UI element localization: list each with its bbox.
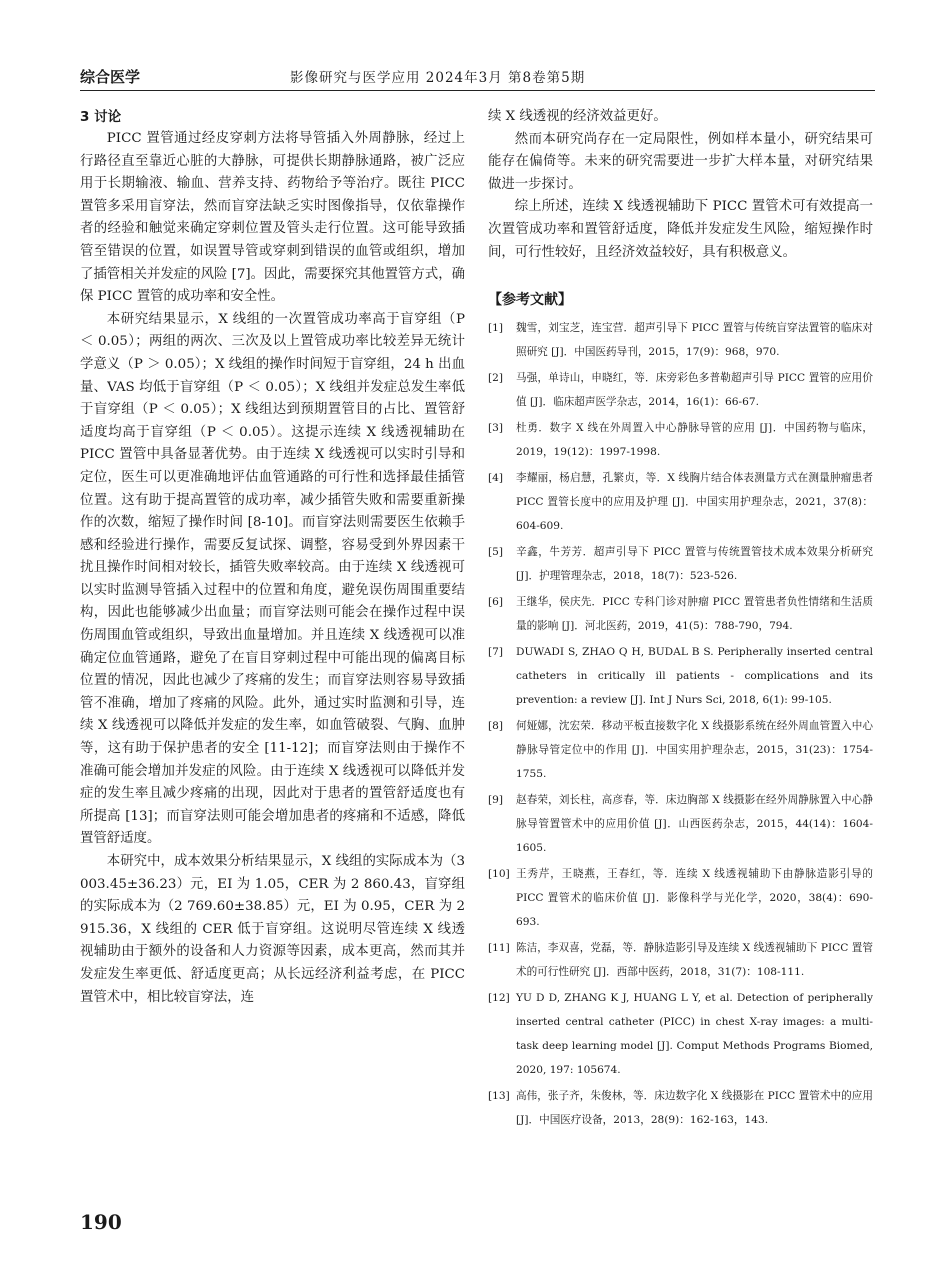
reference-number: [2] bbox=[488, 372, 504, 385]
reference-text: 魏雪，刘宝芝，连宝营．超声引导下 PICC 置管与传统盲穿法置管的临床对照研究 [J]．中国医药导刊，2015，17(9)：968，970. bbox=[516, 322, 873, 359]
reference-item bbox=[488, 936, 873, 984]
reference-text: 陈洁，李双喜，党磊，等．静脉造影引导及连续 X 线透视辅助下 PICC 置管术的可行性研究 [J]．西部中医药，2018，31(7)：108-111. bbox=[516, 942, 873, 979]
reference-text: 杜勇．数字 X 线在外周置入中心静脉导管的应用 [J]．中国药物与临床，2019，19(12)：1997-1998. bbox=[516, 422, 873, 459]
reference-item bbox=[488, 366, 873, 414]
reference-text: DUWADI S, ZHAO Q H, BUDAL B S. Peripherally inserted central catheters in critically ill patients - complications and its prevention: a review [J]. Int J Nurs Sci, 2018, 6(1): 99-105. bbox=[516, 646, 873, 707]
paragraph-continuation: 续 X 线透视的经济效益更好。 bbox=[488, 109, 667, 124]
left-column bbox=[80, 106, 465, 1009]
paragraph: 然而本研究尚存在一定局限性，例如样本量小，研究结果可能存在偏倚等。未来的研究需要进一步扩大样本量，对研究结果做进一步探讨。 bbox=[488, 131, 873, 192]
reference-number: [7] bbox=[488, 646, 504, 659]
reference-text: 何娅娜，沈宏荣．移动平板直接数字化 X 线摄影系统在经外周血管置入中心静脉导管定位中的作用 [J]．中国实用护理杂志，2015，31(23)：1754-1755. bbox=[516, 720, 873, 781]
reference-item bbox=[488, 640, 873, 712]
reference-text: 王继华，侯庆先．PICC 专科门诊对肿瘤 PICC 置管患者负性情绪和生活质量的影响 [J]．河北医药，2019，41(5)：788-790，794. bbox=[516, 596, 873, 633]
reference-number: [4] bbox=[488, 472, 504, 485]
reference-item bbox=[488, 466, 873, 538]
reference-item bbox=[488, 862, 873, 934]
right-column bbox=[488, 106, 873, 1134]
references-heading: 【参考文献】 bbox=[488, 292, 572, 309]
reference-number: [9] bbox=[488, 794, 504, 807]
reference-text: 王秀芹，王晓燕，王春红，等．连续 X 线透视辅助下由静脉造影引导的 PICC 置管术的临床价值 [J]．影像科学与光化学，2020，38(4)：690-693. bbox=[516, 868, 873, 929]
section-label: 综合医学 bbox=[80, 68, 141, 86]
reference-number: [12] bbox=[488, 992, 510, 1005]
paragraph: 本研究中，成本效果分析结果显示，X 线组的实际成本为（3 003.45±36.23）元，EI 为 1.05，CER 为 2 860.43，盲穿组的实际成本为（2 769.60±38.85）元，EI 为 0.95，CER 为 2 915.36，X 线组的 CER 低于盲穿组。这说明尽管连续 X 线透视辅助由于额外的设备和人力资源等因素，成本更高，然而其并发症发生率更低、舒适度更高；从长远经济利益考虑，在 PICC 置管术中，相比较盲穿法，连 bbox=[80, 854, 465, 1005]
reference-item bbox=[488, 986, 873, 1082]
reference-number: [11] bbox=[488, 942, 510, 955]
reference-text: 李耀丽，杨启慧，孔繁贞，等．X 线胸片结合体表测量方式在测量肿瘤患者 PICC 置管长度中的应用及护理 [J]．中国实用护理杂志，2021，37(8)：604-609. bbox=[516, 472, 873, 533]
running-header bbox=[80, 64, 875, 91]
reference-text: 马强，单诗山，申晓红，等．床旁彩色多普勒超声引导 PICC 置管的应用价值 [J]．临床超声医学杂志，2014，16(1)：66-67. bbox=[516, 372, 873, 409]
page-number: 190 bbox=[80, 1210, 122, 1234]
journal-info: 影像研究与医学应用 2024年3月 第8卷第5期 bbox=[290, 70, 586, 86]
reference-number: [1] bbox=[488, 322, 504, 335]
reference-text: 高伟，张子齐，朱俊林，等．床边数字化 X 线摄影在 PICC 置管术中的应用 [J]．中国医疗设备，2013，28(9)：162-163，143. bbox=[516, 1090, 873, 1127]
paragraph: 综上所述，连续 X 线透视辅助下 PICC 置管术可有效提高一次置管成功率和置管舒适度，降低并发症发生风险，缩短操作时间，可行性较好，且经济效益较好，具有积极意义。 bbox=[488, 199, 873, 260]
paragraph: 本研究结果显示，X 线组的一次置管成功率高于盲穿组（P ＜ 0.05）；两组的两次、三次及以上置管成功率比较差异无统计学意义（P ＞ 0.05）；X 线组的操作时间短于盲穿组，24 h 出血量、VAS 均低于盲穿组（P ＜ 0.05）；X 线组并发症总发生率低于盲穿组（P ＜ 0.05）；X 线组达到预期置管目的占比、置管舒适度均高于盲穿组（P ＜ 0.05）。这提示连续 X 线透视辅助在 PICC 置管中具备显著优势。由于连续 X 线透视可以实时引导和定位，医生可以更准确地评估血管通路的可行性和选择最佳插管位置。这有助于提高置管的成功率，减少插管失败和需要重新操作的次数，缩短了操作时间 [8-10]。而盲穿法则需要医生依赖手感和经验进行操作，需要反复试探、调整，容易受到外界因素干扰且操作时间相对较长，插管失败率较高。由于连续 X 线透视可以实时监测导管插入过程中的位置和角度，避免误伤周围重要结构，因此也能够减少出血量；而盲穿法则可能会在操作过程中误伤周围血管或组织，导致出血量增加。并且连续 X 线透视可以准确定位血管通路，避免了在盲目穿刺过程中可能出现的偏离目标位置的情况，因此也减少了疼痛的发生；而盲穿法则容易导致插管不准确，增加了疼痛的风险。此外，通过实时监测和引导，连续 X 线透视可以降低并发症的发生率，如血管破裂、气胸、血肿等，这有助于保护患者的安全 [11-12]；而盲穿法则由于操作不准确可能会增加并发症的风险。由于连续 X 线透视可以降低并发症的发生率且减少疼痛的出现，因此对于患者的置管舒适度也有所提高 [13]；而盲穿法则可能会增加患者的疼痛和不适感，降低置管舒适度。 bbox=[80, 311, 465, 847]
reference-item bbox=[488, 590, 873, 638]
reference-item bbox=[488, 714, 873, 786]
reference-item bbox=[488, 316, 873, 364]
paragraph: PICC 置管通过经皮穿刺方法将导管插入外周静脉，经过上行路径直至靠近心脏的大静脉，可提供长期静脉通路，被广泛应用于长期输液、输血、营养支持、药物给予等治疗。既往 PICC 置管多采用盲穿法，然而盲穿法缺乏实时图像指导，仅依靠操作者的经验和触觉来确定穿刺位置及管头走行位置。这可能导致插管至错误的位置，如误置导管或穿刺到错误的血管或组织，增加了插管相关并发症的风险 [7]。因此，需要探究其他置管方式，确保 PICC 置管的成功率和安全性。 bbox=[80, 131, 465, 305]
reference-item bbox=[488, 416, 873, 464]
reference-item bbox=[488, 788, 873, 860]
reference-text: YU D D, ZHANG K J, HUANG L Y, et al. Detection of peripherally inserted central catheter (PICC) in chest X-ray images: a multi-task deep learning model [J]. Comput Methods Programs Biomed, 2020, 197: 105674. bbox=[516, 992, 873, 1077]
reference-number: [5] bbox=[488, 546, 504, 559]
reference-number: [3] bbox=[488, 422, 504, 435]
reference-number: [6] bbox=[488, 596, 504, 609]
reference-item bbox=[488, 540, 873, 588]
reference-item bbox=[488, 1084, 873, 1132]
section-heading: 3 讨论 bbox=[80, 109, 122, 125]
reference-number: [13] bbox=[488, 1090, 510, 1103]
reference-number: [10] bbox=[488, 868, 510, 881]
reference-text: 赵春荣，刘长柱，高彦春，等．床边胸部 X 线摄影在经外周静脉置入中心静脉导管置管术中的应用价值 [J]．山西医药杂志，2015，44(14)：1604-1605. bbox=[516, 794, 873, 855]
reference-list bbox=[488, 316, 873, 1132]
reference-number: [8] bbox=[488, 720, 504, 733]
reference-text: 辛鑫，牛芳芳．超声引导下 PICC 置管与传统置管技术成本效果分析研究 [J]．护理管理杂志，2018，18(7)：523-526. bbox=[516, 546, 873, 583]
